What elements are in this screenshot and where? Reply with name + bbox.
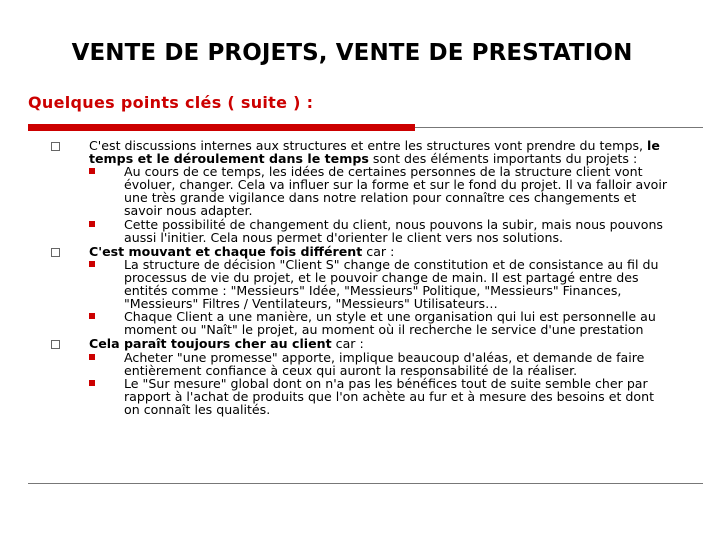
bottom-rule [28, 483, 703, 484]
slide-subtitle: Quelques points clés ( suite ) : [28, 93, 314, 112]
item-lead: C'est discussions internes aux structures et entre les structures vont prendre du temps, le temps et le déroulement dans le temps sont des éléments importants du projets : [89, 138, 660, 167]
red-square-bullet-icon [89, 313, 95, 319]
hollow-square-bullet-icon [51, 142, 60, 151]
item-lead: Cela paraît toujours cher au client car : [89, 336, 364, 352]
hollow-square-bullet-icon [51, 340, 60, 349]
sub-list-item: La structure de décision "Client S" change de constitution et de consistance au fil du processus de vie du projet, et le pouvoir change de main. Il est partagé entre des entités comme : "Messieurs" Idée, "Messieurs" Politique, "Messieurs" Finances, "Messieurs" Filtres / Ventilateurs, "Messieurs" Utilisateurs… [89, 258, 668, 310]
red-square-bullet-icon [89, 261, 95, 267]
sub-list-item: Au cours de ce temps, les idées de certaines personnes de la structure client vont évoluer, changer. Cela va influer sur la forme et sur le fond du projet. Il va falloir avoir une très grande vigilance dans notre relation pour connaître ces changements et savoir nous adapter. [89, 165, 668, 217]
sub-list-item: Cette possibilité de changement du client, nous pouvons la subir, mais nous pouvons aussi l'initier. Cela nous permet d'orienter le client vers nos solutions. [89, 218, 668, 244]
red-square-bullet-icon [89, 221, 95, 227]
divider-rule [415, 127, 703, 128]
red-square-bullet-icon [89, 168, 95, 174]
sub-list-item: Le "Sur mesure" global dont on n'a pas les bénéfices tout de suite semble cher par rapport à l'achat de produits que l'on achète au fur et à mesure des besoins et dont on connaît les qualités. [89, 377, 668, 416]
list-item [48, 139, 668, 244]
slide-title: VENTE DE PROJETS, VENTE DE PRESTATION [71, 40, 633, 66]
accent-rule [28, 124, 415, 131]
bullet-list [48, 139, 668, 417]
list-item [48, 245, 668, 337]
red-square-bullet-icon [89, 354, 95, 360]
sub-list-item: Acheter "une promesse" apporte, implique beaucoup d'aléas, et demande de faire entièrement confiance à ceux qui auront la responsabilité de la réaliser. [89, 351, 668, 377]
red-square-bullet-icon [89, 380, 95, 386]
hollow-square-bullet-icon [51, 248, 60, 257]
item-lead: C'est mouvant et chaque fois différent car : [89, 243, 395, 259]
sub-list-item: Chaque Client a une manière, un style et une organisation qui lui est personnelle au moment ou "Naît" le projet, au moment où il recherche le service d'une prestation [89, 310, 668, 336]
list-item [48, 337, 668, 416]
